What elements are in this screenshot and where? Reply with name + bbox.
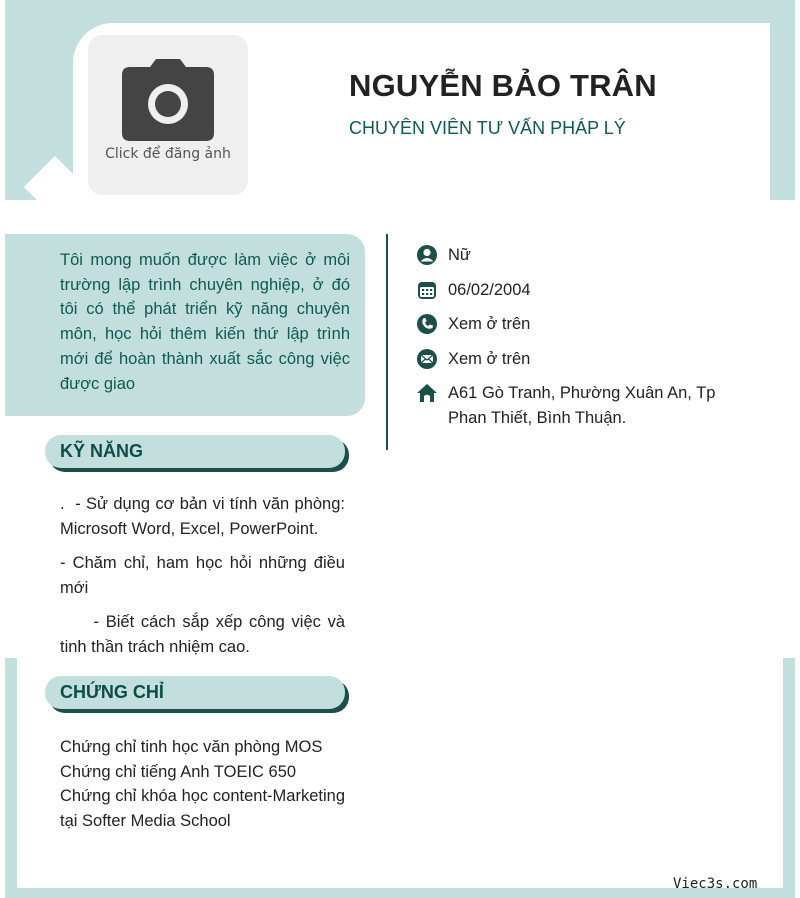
contact-info xyxy=(416,243,736,440)
person-icon xyxy=(416,244,438,266)
objective-box xyxy=(5,234,365,416)
column-divider xyxy=(386,234,388,450)
camera-icon xyxy=(120,57,216,141)
skill-item: . - Sử dụng cơ bản vi tính văn phòng: Microsoft Word, Excel, PowerPoint. xyxy=(60,495,350,538)
birthdate-value: 06/02/2004 xyxy=(448,280,531,299)
contact-address xyxy=(416,381,736,430)
watermark: Viec3s.com xyxy=(673,876,758,892)
gender-value: Nữ xyxy=(448,246,471,264)
skill-item: - Biết cách sắp xếp công việc và tinh thần trách nhiệm cao. xyxy=(60,613,350,656)
contact-email xyxy=(416,347,736,372)
certificate-item: Chứng chỉ tinh học văn phòng MOS xyxy=(60,738,323,756)
phone-value: Xem ở trên xyxy=(448,315,531,333)
contact-phone xyxy=(416,312,736,337)
candidate-name: NGUYỄN BẢO TRÂN xyxy=(349,68,657,103)
photo-upload[interactable] xyxy=(88,35,248,195)
skills-list xyxy=(60,492,350,669)
certificates-heading: CHỨNG CHỈ xyxy=(60,682,164,702)
phone-icon xyxy=(416,313,438,335)
certificate-item: Chứng chỉ tiếng Anh TOEIC 650 xyxy=(60,762,297,781)
job-title: CHUYÊN VIÊN TƯ VẤN PHÁP LÝ xyxy=(349,118,626,138)
home-icon xyxy=(416,382,438,404)
photo-upload-label: Click để đăng ảnh xyxy=(105,146,231,162)
email-icon xyxy=(416,348,438,370)
certificates-heading-bar xyxy=(45,676,345,709)
objective-text: Tôi mong muốn được làm việc ở môi trường lập trình chuyên nghiệp, ở đó tôi có thể phát triển kỹ năng chuyên môn, học hỏi thêm kiến thứ lập trình mới để hoàn thành xuất sắc công việc được giao xyxy=(60,251,350,393)
calendar-icon xyxy=(416,279,438,301)
skills-heading: KỸ NĂNG xyxy=(60,441,144,461)
email-value: Xem ở trên xyxy=(448,349,531,368)
address-value: A61 Gò Tranh, Phường Xuân An, Tp Phan Thiết, Bình Thuận. xyxy=(448,384,716,427)
certificates-list xyxy=(60,735,345,833)
contact-gender xyxy=(416,243,736,268)
certificate-item: Chứng chỉ khóa học content-Marketing tại Softer Media School xyxy=(60,787,345,830)
skill-item: - Chăm chỉ, ham học hỏi những điều mới xyxy=(60,554,345,597)
skills-heading-bar xyxy=(45,435,345,468)
contact-birthdate xyxy=(416,278,736,303)
